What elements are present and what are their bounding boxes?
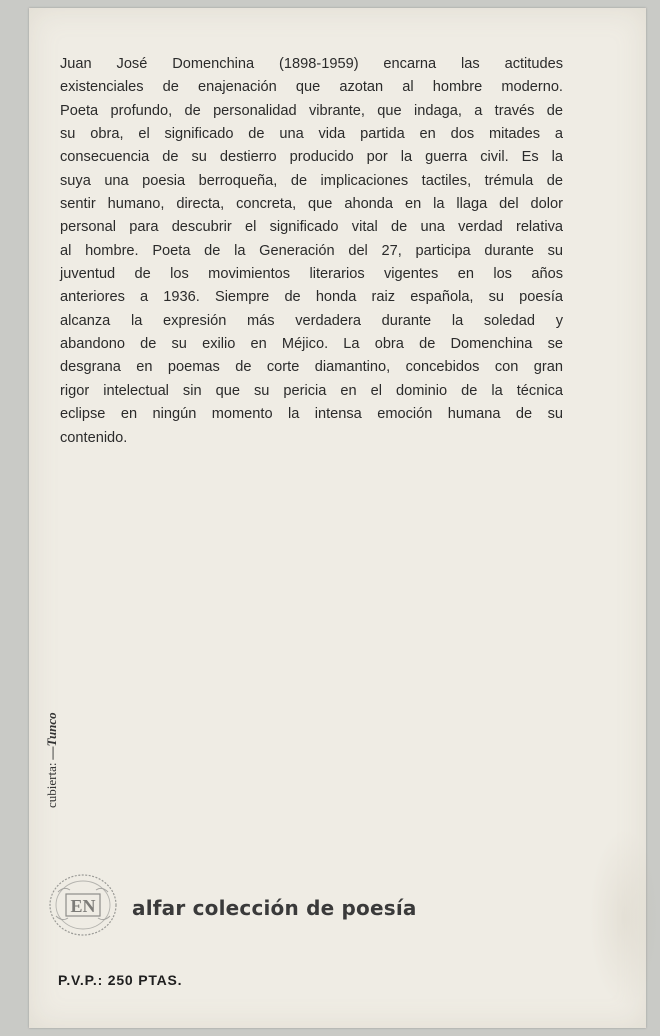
cover-credit [44, 712, 60, 808]
credit-label: cubierta: [44, 762, 59, 808]
paper-stain [589, 828, 659, 1008]
blurb-line: alcanza la expresión más verdadera durante la soledad y [60, 312, 563, 329]
blurb-line: sentir humano, directa, concreta, que ahonda en la llaga del dolor [60, 196, 563, 213]
series-title: alfar colección de poesía [132, 896, 417, 920]
blurb-line: eclipse en ningún momento la intensa emoción humana de su [60, 406, 563, 423]
blurb-line: personal para descubrir el significado vital de una verdad relativa [60, 219, 563, 236]
blurb-line: juventud de los movimientos literarios vigentes en los años [60, 266, 563, 283]
logo-letters: EN [70, 896, 96, 916]
blurb-line: contenido. [60, 429, 128, 446]
blurb-line: su obra, el significado de una vida partida en dos mitades a [60, 126, 563, 143]
blurb-line: Poeta profundo, de personalidad vibrante, que indaga, a través de [60, 102, 563, 119]
blurb-line: suya una poesia berroqueña, de implicaciones tactiles, trémula de [60, 172, 563, 189]
blurb-line: Juan José Domenchina (1898-1959) encarna las actitudes [60, 56, 563, 72]
blurb-line: existenciales de enajenación que azotan al hombre moderno. [60, 79, 563, 96]
blurb-line: abandono de su exilio en Méjico. La obra de Domenchina se [60, 336, 563, 353]
blurb-line: al hombre. Poeta de la Generación del 27, participa durante su [60, 242, 563, 259]
credit-artist: —Tunco [44, 712, 59, 760]
blurb-line: anteriores a 1936. Siempre de honda raiz española, su poesía [60, 289, 563, 306]
en-seal-logo-icon [46, 872, 120, 938]
blurb-line: desgrana en poemas de corte diamantino, concebidos con gran [60, 359, 563, 376]
author-blurb [60, 53, 563, 450]
price-label: P.V.P.: 250 PTAS. [58, 972, 183, 988]
blurb-line: consecuencia de su destierro producido por la guerra civil. Es la [60, 149, 563, 166]
blurb-line: rigor intelectual sin que su pericia en el dominio de la técnica [60, 382, 563, 399]
